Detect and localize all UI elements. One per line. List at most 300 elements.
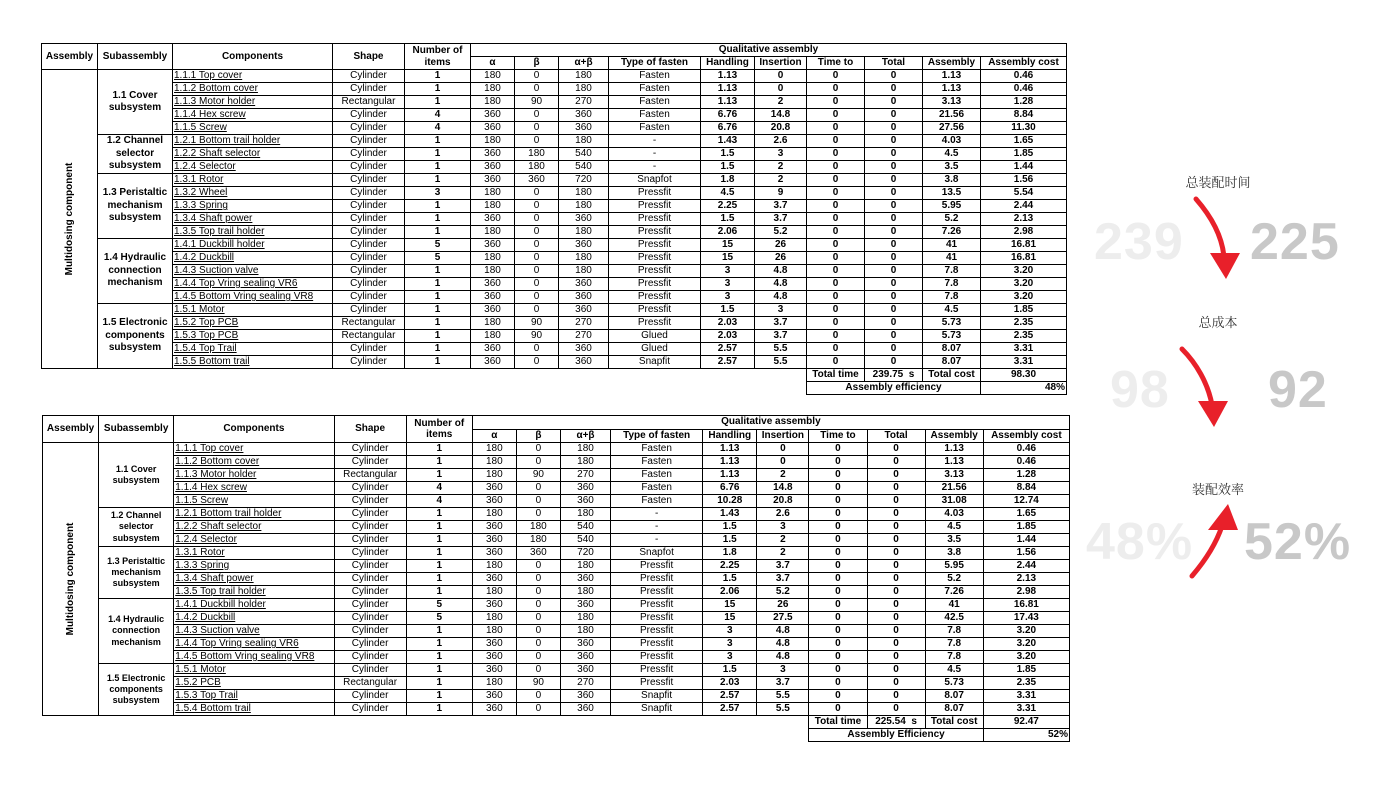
table-cell: Cylinder <box>333 226 405 239</box>
table-cell: 360 <box>471 122 515 135</box>
component-name: 1.4.5 Bottom Vring sealing VR8 <box>173 291 333 304</box>
table-cell: Snapfit <box>611 703 703 716</box>
table-cell: 0 <box>807 226 865 239</box>
table-cell: 8.07 <box>925 703 983 716</box>
table-cell: 17.43 <box>983 612 1069 625</box>
table-cell: 360 <box>471 213 515 226</box>
table-cell: 180 <box>472 586 516 599</box>
table-cell: 4 <box>406 482 472 495</box>
table-cell: 360 <box>471 278 515 291</box>
table-cell: 1.43 <box>703 508 757 521</box>
table-cell: 42.5 <box>925 612 983 625</box>
table-cell: 0 <box>807 148 865 161</box>
table-cell: 180 <box>472 508 516 521</box>
table-cell: 0 <box>867 573 925 586</box>
table-cell: 0 <box>515 83 559 96</box>
table-cell: Fasten <box>609 70 701 83</box>
table-cell: 1 <box>406 547 472 560</box>
table-cell: 2 <box>757 469 809 482</box>
table-cell: 0 <box>865 161 923 174</box>
table-cell: 360 <box>560 495 610 508</box>
table-cell: 14.8 <box>755 109 807 122</box>
table-cell: 360 <box>471 174 515 187</box>
table-cell: 1 <box>405 278 471 291</box>
table-cell: 15 <box>701 239 755 252</box>
table-cell: 0 <box>865 122 923 135</box>
table-cell: 180 <box>560 560 610 573</box>
table-cell: 180 <box>560 612 610 625</box>
table-row <box>42 291 1067 304</box>
table-row <box>43 560 1070 573</box>
table-cell: 4.8 <box>757 625 809 638</box>
table-cell: 3.7 <box>755 317 807 330</box>
table-cell: Cylinder <box>334 521 406 534</box>
table-cell: 0 <box>867 625 925 638</box>
table-cell: Cylinder <box>333 239 405 252</box>
cost-label: 总成本 <box>1198 315 1238 330</box>
table-cell: 4.8 <box>757 651 809 664</box>
component-name: 1.4.4 Top Vring sealing VR6 <box>174 638 334 651</box>
table-cell: 41 <box>925 599 983 612</box>
table-cell: 1.56 <box>983 547 1069 560</box>
table-cell: 41 <box>923 239 981 252</box>
table-cell: Fasten <box>609 96 701 109</box>
table-cell: 1 <box>406 534 472 547</box>
table-cell: 540 <box>559 161 609 174</box>
table-row <box>43 677 1070 690</box>
table-cell: Cylinder <box>334 651 406 664</box>
table-row <box>42 83 1067 96</box>
table-cell: 3 <box>703 638 757 651</box>
table-cell: 360 <box>471 109 515 122</box>
table-cell: 1.85 <box>983 521 1069 534</box>
table-row <box>42 213 1067 226</box>
table-cell: 0 <box>865 304 923 317</box>
header-beta: β <box>516 429 560 443</box>
table-cell: 3.20 <box>983 625 1069 638</box>
component-name: 1.2.4 Selector <box>174 534 334 547</box>
table-cell: 21.56 <box>925 482 983 495</box>
table-cell: Pressfit <box>611 586 703 599</box>
table-cell: Cylinder <box>333 304 405 317</box>
table-cell: 0 <box>809 651 867 664</box>
table-cell: Cylinder <box>334 495 406 508</box>
table-cell: 270 <box>559 330 609 343</box>
table-cell: Pressfit <box>611 664 703 677</box>
table-cell: 1 <box>406 560 472 573</box>
table-cell: 7.8 <box>923 265 981 278</box>
table-cell: 3.8 <box>923 174 981 187</box>
table-cell: 180 <box>471 226 515 239</box>
blank-cell <box>43 729 809 742</box>
table-cell: 1 <box>406 651 472 664</box>
component-name: 1.1.2 Bottom cover <box>174 456 334 469</box>
table-cell: 0 <box>807 343 865 356</box>
table-cell: Cylinder <box>333 135 405 148</box>
table-cell: 1 <box>405 226 471 239</box>
table-cell: 360 <box>472 573 516 586</box>
table-cell: 3.5 <box>925 534 983 547</box>
table-cell: 8.07 <box>923 356 981 369</box>
table-cell: 0 <box>865 83 923 96</box>
table-cell: 0 <box>867 469 925 482</box>
table-cell: Cylinder <box>333 213 405 226</box>
table-cell: 360 <box>471 161 515 174</box>
table-row <box>42 109 1067 122</box>
header-subassembly: Subassembly <box>98 44 173 70</box>
table-cell: 0 <box>865 187 923 200</box>
table-cell: 540 <box>560 534 610 547</box>
table-cell: 20.8 <box>757 495 809 508</box>
table-row <box>43 625 1070 638</box>
table-cell: 360 <box>472 482 516 495</box>
table-row <box>43 456 1070 469</box>
table-cell: Cylinder <box>334 443 406 456</box>
table-cell: 0 <box>807 161 865 174</box>
table-cell: 360 <box>559 109 609 122</box>
table-cell: 8.84 <box>983 482 1069 495</box>
table-cell: 0 <box>867 612 925 625</box>
table-cell: 4.5 <box>925 664 983 677</box>
table-cell: 0.46 <box>981 83 1067 96</box>
table-cell: Snapfit <box>611 690 703 703</box>
table-row <box>43 651 1070 664</box>
table-cell: 180 <box>515 161 559 174</box>
table-row <box>43 690 1070 703</box>
table-cell: 180 <box>559 200 609 213</box>
table-cell: 360 <box>560 638 610 651</box>
header-assembly-time: Assembly <box>925 429 983 443</box>
component-name: 1.1.4 Hex screw <box>174 482 334 495</box>
component-name: 1.2.2 Shaft selector <box>173 148 333 161</box>
table-cell: 1.13 <box>701 96 755 109</box>
table-cell: 0 <box>867 495 925 508</box>
table-cell: 0 <box>867 638 925 651</box>
table-cell: 270 <box>559 317 609 330</box>
efficiency-label: Assembly Efficiency <box>809 729 983 742</box>
header-alpha: α <box>471 57 515 70</box>
table-row <box>43 599 1070 612</box>
table-cell: 0 <box>807 70 865 83</box>
table-cell: 1.65 <box>983 508 1069 521</box>
table-cell: 8.84 <box>981 109 1067 122</box>
table-cell: 1 <box>406 469 472 482</box>
table-row <box>42 239 1067 252</box>
table-row <box>43 508 1070 521</box>
table-cell: 1.13 <box>701 70 755 83</box>
table-cell: 2.57 <box>703 690 757 703</box>
table-cell: 1.13 <box>703 443 757 456</box>
table-cell: 3.5 <box>923 161 981 174</box>
up-arrow-icon <box>1186 500 1246 590</box>
table-row <box>42 356 1067 369</box>
table-cell: 360 <box>472 599 516 612</box>
down-arrow-icon <box>1190 195 1250 285</box>
table-cell: Cylinder <box>333 109 405 122</box>
table-cell: 7.8 <box>925 638 983 651</box>
table-cell: Cylinder <box>333 356 405 369</box>
subassembly-label: 1.3 Peristaltic mechanism subsystem <box>98 174 173 239</box>
component-name: 1.1.5 Screw <box>174 495 334 508</box>
table-cell: 360 <box>472 547 516 560</box>
table-cell: 0 <box>865 252 923 265</box>
time-old-value: 239 <box>1094 213 1184 271</box>
table-cell: 1.13 <box>703 469 757 482</box>
table-cell: 10.28 <box>703 495 757 508</box>
table-cell: 12.74 <box>983 495 1069 508</box>
component-name: 1.5.2 PCB <box>174 677 334 690</box>
table-cell: 360 <box>559 122 609 135</box>
table-cell: 3.31 <box>981 343 1067 356</box>
table-cell: 180 <box>472 612 516 625</box>
table-cell: Cylinder <box>333 161 405 174</box>
table-cell: 0 <box>809 495 867 508</box>
table-cell: 2.98 <box>981 226 1067 239</box>
header-subassembly: Subassembly <box>99 416 174 443</box>
table-cell: 2 <box>757 547 809 560</box>
table-cell: 4.5 <box>923 148 981 161</box>
table-cell: 0 <box>515 226 559 239</box>
table-cell: - <box>611 534 703 547</box>
header-type-of-fasten: Type of fasten <box>609 57 701 70</box>
header-total: Total <box>867 429 925 443</box>
table-cell: 4.5 <box>925 521 983 534</box>
table-cell: 0 <box>865 213 923 226</box>
table-cell: 3.7 <box>755 213 807 226</box>
table-cell: 3 <box>701 265 755 278</box>
table-cell: 0 <box>865 343 923 356</box>
table-cell: 21.56 <box>923 109 981 122</box>
component-name: 1.1.1 Top cover <box>173 70 333 83</box>
table-cell: 180 <box>472 625 516 638</box>
table-cell: Fasten <box>611 469 703 482</box>
table-cell: 14.8 <box>757 482 809 495</box>
table-cell: 0 <box>867 677 925 690</box>
table-cell: 1 <box>405 70 471 83</box>
table-cell: 0 <box>865 226 923 239</box>
table-cell: 1.5 <box>701 304 755 317</box>
blank-cell <box>42 369 807 382</box>
table-cell: 5.73 <box>923 330 981 343</box>
table-cell: 1 <box>405 96 471 109</box>
header-assembly-time: Assembly <box>923 57 981 70</box>
table-cell: 0 <box>865 291 923 304</box>
table-cell: 1 <box>406 508 472 521</box>
header-qualitative-assembly: Qualitative assembly <box>471 44 1067 57</box>
table-cell: 27.5 <box>757 612 809 625</box>
table-cell: Fasten <box>611 443 703 456</box>
table-row <box>43 664 1070 677</box>
header-shape: Shape <box>333 44 405 70</box>
table-cell: Rectangular <box>333 317 405 330</box>
table-cell: 1.65 <box>981 135 1067 148</box>
table-cell: 360 <box>471 239 515 252</box>
table-cell: 3 <box>701 278 755 291</box>
table-cell: 1 <box>405 161 471 174</box>
assembly-label: Multidosing component <box>63 162 75 276</box>
table-cell: 360 <box>560 482 610 495</box>
table-row <box>42 304 1067 317</box>
table-cell: 180 <box>560 586 610 599</box>
table-cell: 0 <box>516 495 560 508</box>
component-name: 1.3.5 Top trail holder <box>173 226 333 239</box>
table-cell: 7.8 <box>925 651 983 664</box>
table-cell: 5.73 <box>925 677 983 690</box>
table-cell: 2.57 <box>701 343 755 356</box>
table-cell: 360 <box>559 213 609 226</box>
table-cell: 8.07 <box>923 343 981 356</box>
table-cell: 0 <box>867 599 925 612</box>
table-row <box>42 265 1067 278</box>
table-cell: 2.57 <box>701 356 755 369</box>
table-cell: 0 <box>516 573 560 586</box>
table-cell: 0 <box>807 304 865 317</box>
table-cell: Cylinder <box>333 265 405 278</box>
table-cell: 2.35 <box>983 677 1069 690</box>
table-cell: 0 <box>516 586 560 599</box>
table-cell: 0 <box>807 83 865 96</box>
table-cell: Fasten <box>611 482 703 495</box>
table-cell: 3 <box>757 521 809 534</box>
header-alpha-beta: α+β <box>560 429 610 443</box>
table-cell: 180 <box>471 200 515 213</box>
table-cell: 1.5 <box>703 521 757 534</box>
table-cell: 0 <box>757 456 809 469</box>
table-cell: 13.5 <box>923 187 981 200</box>
table-cell: - <box>611 521 703 534</box>
table-cell: 1.13 <box>923 83 981 96</box>
table-cell: 0 <box>515 70 559 83</box>
table-cell: 0 <box>516 599 560 612</box>
table-cell: 360 <box>559 278 609 291</box>
table-cell: 3 <box>755 304 807 317</box>
component-name: 1.3.1 Rotor <box>173 174 333 187</box>
table-cell: 360 <box>471 148 515 161</box>
table-cell: Pressfit <box>609 304 701 317</box>
table-cell: Pressfit <box>611 625 703 638</box>
table-cell: 26 <box>755 239 807 252</box>
table-cell: 0 <box>865 265 923 278</box>
table-cell: 0.46 <box>983 443 1069 456</box>
table-cell: 360 <box>560 599 610 612</box>
table-cell: 1.28 <box>983 469 1069 482</box>
table-cell: 7.8 <box>923 278 981 291</box>
table-cell: 0 <box>807 278 865 291</box>
table-row <box>42 343 1067 356</box>
assembly-label: Multidosing component <box>64 522 76 636</box>
component-name: 1.5.4 Top Trail <box>173 343 333 356</box>
table-cell: 0 <box>515 135 559 148</box>
table-cell: Pressfit <box>611 612 703 625</box>
header-number-of-items: Number of items <box>406 416 472 443</box>
table-cell: 4.5 <box>701 187 755 200</box>
table-cell: - <box>609 148 701 161</box>
efficiency-old-value: 48% <box>1086 513 1194 571</box>
table-cell: 180 <box>471 96 515 109</box>
table-cell: 2 <box>755 161 807 174</box>
table-cell: 1 <box>406 586 472 599</box>
table-cell: 180 <box>516 534 560 547</box>
table-cell: 1 <box>406 703 472 716</box>
table-cell: 270 <box>559 96 609 109</box>
table-cell: 0 <box>867 703 925 716</box>
table-cell: 0 <box>809 482 867 495</box>
component-name: 1.1.4 Hex screw <box>173 109 333 122</box>
table-cell: Cylinder <box>333 70 405 83</box>
table-cell: Cylinder <box>334 560 406 573</box>
table-cell: 0 <box>807 291 865 304</box>
table-cell: Pressfit <box>609 265 701 278</box>
table-cell: Cylinder <box>333 291 405 304</box>
table-cell: 2.35 <box>981 330 1067 343</box>
table-cell: 0 <box>516 560 560 573</box>
component-name: 1.2.4 Selector <box>173 161 333 174</box>
table-cell: 0 <box>865 174 923 187</box>
table-row <box>42 278 1067 291</box>
table-cell: 6.76 <box>701 109 755 122</box>
table-cell: 180 <box>472 469 516 482</box>
table-cell: 0 <box>807 356 865 369</box>
table-cell: 0 <box>516 482 560 495</box>
table-cell: 3.7 <box>755 200 807 213</box>
table-cell: Fasten <box>611 456 703 469</box>
table-cell: 90 <box>516 677 560 690</box>
table-cell: 3.7 <box>757 560 809 573</box>
component-name: 1.3.2 Wheel <box>173 187 333 200</box>
table-cell: 0 <box>807 109 865 122</box>
table-cell: 15 <box>701 252 755 265</box>
table-cell: 1 <box>406 456 472 469</box>
table-cell: 5.54 <box>981 187 1067 200</box>
table-cell: 0 <box>865 109 923 122</box>
table-cell: 1.85 <box>983 664 1069 677</box>
table-cell: 2.98 <box>983 586 1069 599</box>
table-cell: 0 <box>867 547 925 560</box>
table-cell: 270 <box>560 469 610 482</box>
subassembly-label: 1.3 Peristaltic mechanism subsystem <box>99 547 174 599</box>
table-cell: Snapfit <box>609 356 701 369</box>
table-cell: 1 <box>406 677 472 690</box>
component-name: 1.2.1 Bottom trail holder <box>174 508 334 521</box>
subassembly-label: 1.5 Electronic components subsystem <box>99 664 174 716</box>
table-cell: - <box>609 161 701 174</box>
table-cell: Pressfit <box>609 252 701 265</box>
table-cell: 1 <box>405 304 471 317</box>
table-cell: 3.31 <box>981 356 1067 369</box>
table-cell: 0 <box>867 508 925 521</box>
table-cell: 90 <box>515 317 559 330</box>
table-cell: 1.5 <box>701 161 755 174</box>
header-time-to: Time to <box>809 429 867 443</box>
table-cell: 180 <box>559 187 609 200</box>
table-cell: 1.85 <box>981 304 1067 317</box>
table-cell: 0 <box>865 356 923 369</box>
table-row <box>42 96 1067 109</box>
table-cell: 1.44 <box>981 161 1067 174</box>
table-cell: 4.8 <box>755 278 807 291</box>
table-cell: 1 <box>406 625 472 638</box>
component-name: 1.1.3 Motor holder <box>173 96 333 109</box>
table-cell: 0 <box>515 356 559 369</box>
table-cell: 0 <box>865 200 923 213</box>
table-cell: 1.43 <box>701 135 755 148</box>
table-cell: 2.13 <box>981 213 1067 226</box>
table-cell: 720 <box>559 174 609 187</box>
table-cell: Glued <box>609 343 701 356</box>
table-cell: Cylinder <box>334 547 406 560</box>
table-row <box>42 200 1067 213</box>
table-cell: Fasten <box>609 122 701 135</box>
